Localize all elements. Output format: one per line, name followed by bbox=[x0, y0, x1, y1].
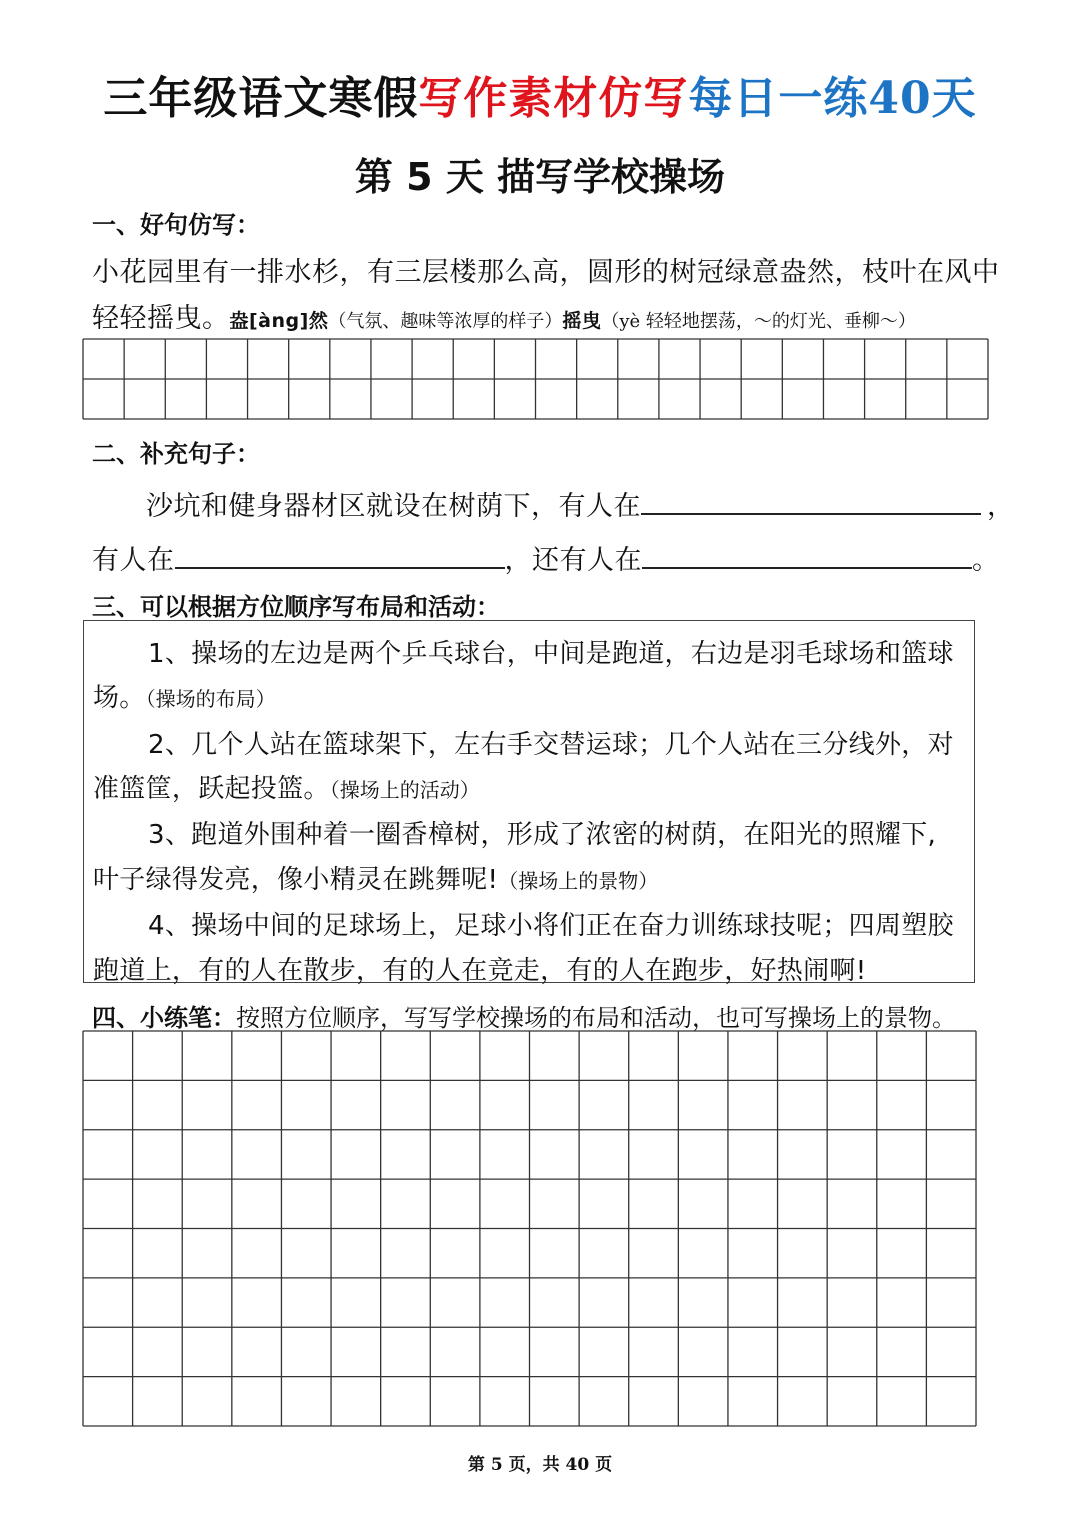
example-text: 1、操场的左边是两个乒乓球台，中间是跑道，右边是羽毛球场和篮球 bbox=[148, 639, 954, 669]
example-text: 跑道上，有的人在散步，有的人在竞走，有的人在跑步，好热闹啊! bbox=[93, 956, 867, 986]
fill-blank-2[interactable] bbox=[175, 541, 505, 569]
example-sentences-box bbox=[83, 620, 975, 986]
fill-blank-1[interactable] bbox=[641, 487, 981, 515]
fill-blank-3[interactable] bbox=[642, 541, 972, 569]
vocab-word-angran: 盎[àng]然 bbox=[229, 310, 329, 332]
example-note: （操场上的景物） bbox=[498, 869, 659, 893]
vocab-note-yaoye: （yè 轻轻地摆荡，～的灯光、垂柳～） bbox=[601, 311, 916, 332]
example-line bbox=[93, 677, 276, 714]
example-line bbox=[148, 724, 954, 761]
section4-heading: 四、小练笔： bbox=[92, 1004, 236, 1032]
section2-line1-text: 沙坑和健身器材区就设在树荫下，有人在 bbox=[146, 491, 641, 522]
section2-line2 bbox=[92, 538, 1000, 577]
example-line bbox=[93, 859, 658, 896]
page-footer: 第 5 页，共 40 页 bbox=[467, 1455, 613, 1475]
example-text: 4、操场中间的足球场上，足球小将们正在奋力训练球技呢；四周塑胶 bbox=[148, 911, 954, 941]
section1-sentence-line2 bbox=[92, 296, 916, 335]
example-line bbox=[148, 633, 954, 670]
section4-heading-line bbox=[92, 998, 956, 1033]
section2-line2-b: ，还有人在 bbox=[504, 545, 642, 576]
example-text: 3、跑道外围种着一圈香樟树，形成了浓密的树荫，在阳光的照耀下, bbox=[148, 820, 937, 850]
section2-heading: 二、补充句子： bbox=[92, 440, 260, 468]
section2-line2-end: 。 bbox=[972, 545, 1000, 576]
practice-writing-grid[interactable] bbox=[82, 1030, 977, 1427]
example-note: （操场上的活动） bbox=[329, 778, 480, 802]
section2-line2-a: 有人在 bbox=[92, 545, 175, 576]
section3-heading: 三、可以根据方位顺序写布局和活动： bbox=[92, 593, 500, 621]
section1-heading: 一、好句仿写： bbox=[92, 211, 260, 239]
example-text: 场。 bbox=[93, 683, 146, 713]
section1-sentence-line1: 小花园里有一排水杉，有三层楼那么高，圆形的树冠绿意盎然，枝叶在风中 bbox=[92, 257, 1000, 288]
vocab-note-angran: （气氛、趣味等浓厚的样子） bbox=[328, 311, 563, 332]
example-text: 准篮筐，跃起投篮。 bbox=[93, 774, 330, 804]
example-line bbox=[148, 814, 936, 851]
section2-line1-end: ， bbox=[987, 491, 1015, 522]
page-title bbox=[0, 62, 1080, 126]
example-text: 叶子绿得发亮，像小精灵在跳舞呢! bbox=[93, 865, 499, 895]
example-line bbox=[93, 768, 480, 805]
title-part-blue: 每日一练40天 bbox=[688, 73, 977, 124]
vocab-word-yaoye: 摇曳 bbox=[562, 310, 602, 332]
section1-line2-main: 轻轻摇曳。 bbox=[92, 303, 230, 334]
section4-instruction: 按照方位顺序，写写学校操场的布局和活动，也可写操场上的景物。 bbox=[236, 1004, 956, 1032]
title-part-black: 三年级语文寒假 bbox=[103, 73, 419, 124]
example-text: 2、几个人站在篮球架下，左右手交替运球；几个人站在三分线外，对 bbox=[148, 730, 954, 760]
example-line bbox=[93, 950, 866, 987]
imitation-writing-grid[interactable] bbox=[82, 338, 989, 420]
title-part-red: 写作素材仿写 bbox=[418, 73, 689, 124]
lesson-subtitle: 第 5 天 描写学校操场 bbox=[354, 155, 726, 199]
section2-line1 bbox=[146, 484, 1015, 523]
example-note: （操场的布局） bbox=[145, 687, 276, 711]
example-line bbox=[148, 905, 954, 942]
